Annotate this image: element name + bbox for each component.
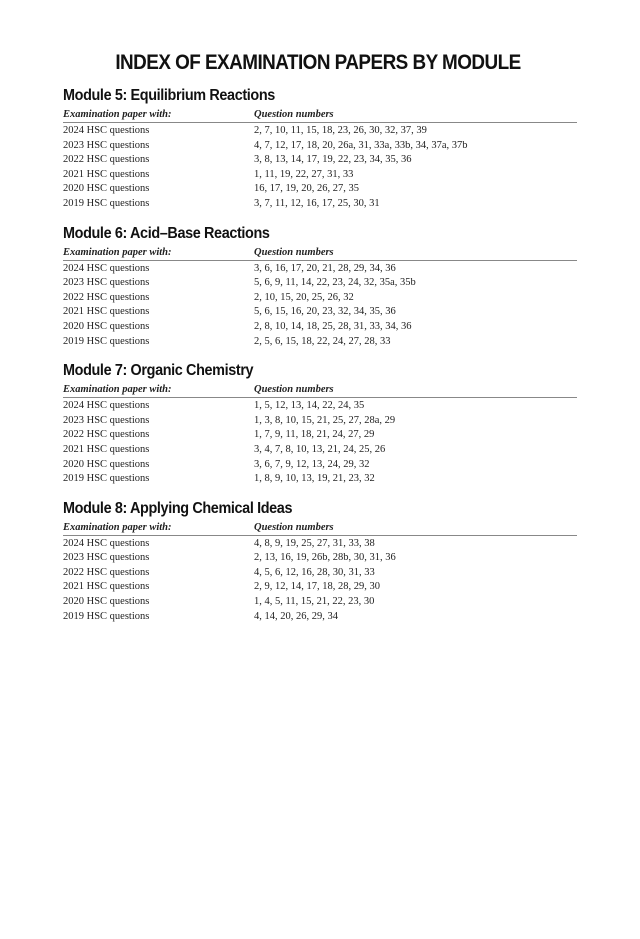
table-row <box>63 535 577 551</box>
module-index-table <box>63 383 577 487</box>
module-index-table <box>63 521 577 625</box>
table-row <box>63 153 577 168</box>
column-header-paper: Examination paper with: <box>63 383 254 398</box>
questions-cell: 2, 7, 10, 11, 15, 18, 23, 26, 30, 32, 37, 39 <box>254 125 427 136</box>
paper-cell: 2024 HSC questions <box>63 537 150 549</box>
table-row <box>63 168 577 183</box>
table-row <box>63 335 577 350</box>
table-row <box>63 197 577 212</box>
column-header-paper: Examination paper with: <box>63 521 254 536</box>
paper-cell: 2019 HSC questions <box>63 335 150 347</box>
table-header-row <box>63 246 577 261</box>
questions-cell: 5, 6, 15, 16, 20, 23, 32, 34, 35, 36 <box>254 306 396 318</box>
paper-cell: 2023 HSC questions <box>63 277 150 289</box>
paper-cell: 2020 HSC questions <box>63 458 150 470</box>
paper-cell: 2024 HSC questions <box>63 262 150 274</box>
column-header-questions: Question numbers <box>254 521 577 536</box>
module-section-6 <box>63 224 573 350</box>
paper-cell: 2023 HSC questions <box>63 414 150 426</box>
module-section-7 <box>63 361 573 487</box>
questions-cell: 1, 3, 8, 10, 15, 21, 25, 27, 28a, 29 <box>254 414 396 426</box>
table-row <box>63 182 577 197</box>
questions-cell: 1, 4, 5, 11, 15, 21, 22, 23, 30 <box>254 596 375 608</box>
module-index-table <box>63 108 577 212</box>
table-row <box>63 305 577 320</box>
table-row <box>63 260 577 276</box>
column-header-questions: Question numbers <box>254 383 577 398</box>
paper-cell: 2020 HSC questions <box>63 320 150 332</box>
paper-cell: 2019 HSC questions <box>63 610 150 622</box>
questions-cell: 3, 4, 7, 8, 10, 13, 21, 24, 25, 26 <box>254 443 386 455</box>
paper-cell: 2022 HSC questions <box>63 429 150 441</box>
module-section-5 <box>63 86 573 212</box>
questions-cell: 3, 8, 13, 14, 17, 19, 22, 23, 34, 35, 36 <box>254 154 412 166</box>
questions-cell: 2, 8, 10, 14, 18, 25, 28, 31, 33, 34, 36 <box>254 320 412 332</box>
paper-cell: 2021 HSC questions <box>63 306 150 318</box>
questions-cell: 4, 5, 6, 12, 16, 28, 30, 31, 33 <box>254 566 375 578</box>
table-row <box>63 291 577 306</box>
questions-cell: 1, 11, 19, 22, 27, 31, 33 <box>254 168 354 180</box>
table-row <box>63 443 577 458</box>
table-row <box>63 123 577 139</box>
table-row <box>63 414 577 429</box>
paper-cell: 2021 HSC questions <box>63 443 150 455</box>
paper-cell: 2023 HSC questions <box>63 139 150 151</box>
questions-cell: 3, 7, 11, 12, 16, 17, 25, 30, 31 <box>254 197 380 209</box>
paper-cell: 2022 HSC questions <box>63 154 150 166</box>
paper-cell: 2020 HSC questions <box>63 183 150 195</box>
paper-cell: 2020 HSC questions <box>63 596 150 608</box>
questions-cell: 3, 6, 16, 17, 20, 21, 28, 29, 34, 36 <box>254 262 396 274</box>
module-heading: Module 8: Applying Chemical Ideas <box>63 499 293 517</box>
table-header-row <box>63 108 577 123</box>
page-title: INDEX OF EXAMINATION PAPERS BY MODULE <box>115 51 521 74</box>
column-header-paper: Examination paper with: <box>63 108 254 123</box>
table-header-row <box>63 521 577 536</box>
table-row <box>63 458 577 473</box>
questions-cell: 4, 8, 9, 19, 25, 27, 31, 33, 38 <box>254 537 375 549</box>
table-row <box>63 566 577 581</box>
paper-cell: 2024 HSC questions <box>63 125 150 136</box>
module-heading: Module 6: Acid–Base Reactions <box>63 224 270 242</box>
questions-cell: 2, 13, 16, 19, 26b, 28b, 30, 31, 36 <box>254 552 396 564</box>
table-header-row <box>63 383 577 398</box>
module-index-table <box>63 246 577 350</box>
paper-cell: 2024 HSC questions <box>63 400 150 412</box>
paper-cell: 2022 HSC questions <box>63 291 150 303</box>
table-row <box>63 595 577 610</box>
column-header-paper: Examination paper with: <box>63 246 254 261</box>
questions-cell: 2, 9, 12, 14, 17, 18, 28, 29, 30 <box>254 581 380 593</box>
table-row <box>63 551 577 566</box>
module-section-8 <box>63 499 573 625</box>
paper-cell: 2021 HSC questions <box>63 581 150 593</box>
table-row <box>63 320 577 335</box>
questions-cell: 5, 6, 9, 11, 14, 22, 23, 24, 32, 35a, 35b <box>254 277 416 289</box>
table-row <box>63 610 577 625</box>
questions-cell: 4, 14, 20, 26, 29, 34 <box>254 610 338 622</box>
paper-cell: 2023 HSC questions <box>63 552 150 564</box>
table-row <box>63 472 577 487</box>
table-row <box>63 276 577 291</box>
table-row <box>63 428 577 443</box>
paper-cell: 2021 HSC questions <box>63 168 150 180</box>
questions-cell: 1, 5, 12, 13, 14, 22, 24, 35 <box>254 400 365 412</box>
table-row <box>63 580 577 595</box>
paper-cell: 2019 HSC questions <box>63 473 150 485</box>
questions-cell: 1, 8, 9, 10, 13, 19, 21, 23, 32 <box>254 473 375 485</box>
questions-cell: 4, 7, 12, 17, 18, 20, 26a, 31, 33a, 33b, 34, 37a, 37b <box>254 139 468 151</box>
table-row <box>63 398 577 414</box>
module-heading: Module 7: Organic Chemistry <box>63 362 254 380</box>
table-row <box>63 139 577 154</box>
paper-cell: 2022 HSC questions <box>63 566 150 578</box>
module-heading: Module 5: Equilibrium Reactions <box>63 87 275 104</box>
column-header-questions: Question numbers <box>254 246 577 261</box>
questions-cell: 16, 17, 19, 20, 26, 27, 35 <box>254 183 359 195</box>
questions-cell: 2, 5, 6, 15, 18, 22, 24, 27, 28, 33 <box>254 335 391 347</box>
questions-cell: 1, 7, 9, 11, 18, 21, 24, 27, 29 <box>254 429 375 441</box>
document-page <box>63 50 573 636</box>
column-header-questions: Question numbers <box>254 108 577 123</box>
questions-cell: 3, 6, 7, 9, 12, 13, 24, 29, 32 <box>254 458 370 470</box>
questions-cell: 2, 10, 15, 20, 25, 26, 32 <box>254 291 354 303</box>
paper-cell: 2019 HSC questions <box>63 197 150 209</box>
